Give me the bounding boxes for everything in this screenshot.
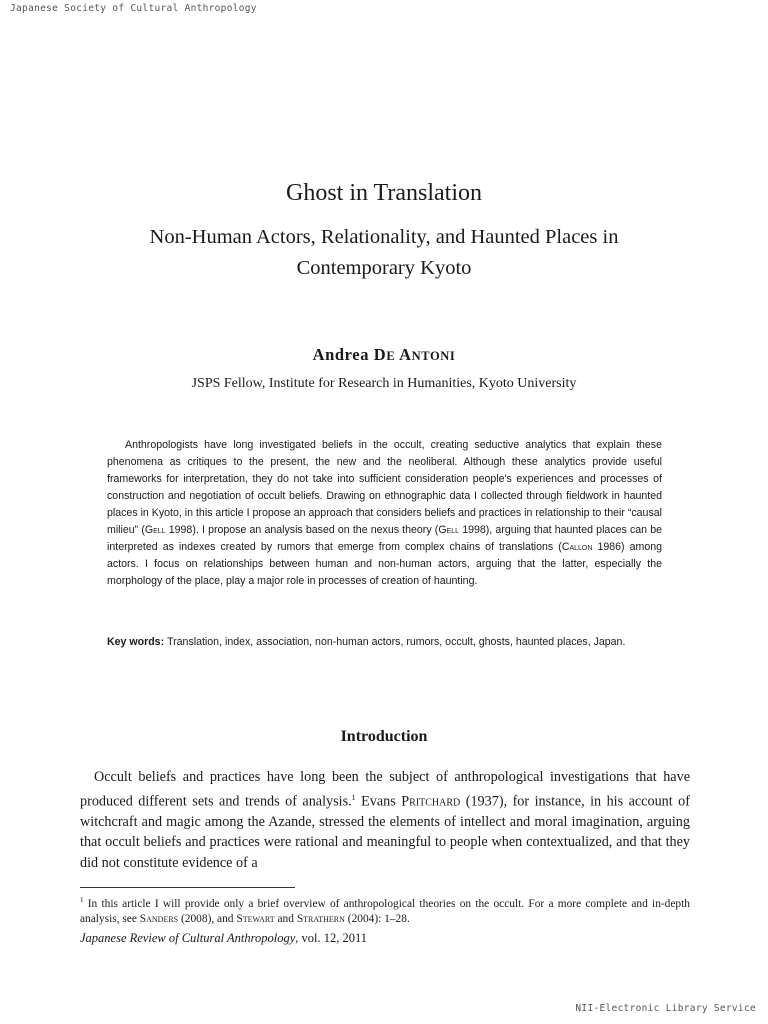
keywords-list: Translation, index, association, non-human actors, rumors, occult, ghosts, haunted places, Japan. xyxy=(167,636,626,648)
author-last-rest-2: NTONI xyxy=(411,349,456,363)
keywords-label: Key words xyxy=(107,636,161,648)
citation-pritchard: Pritchard xyxy=(401,793,461,810)
abstract-text-3: 1998), arguing that haunted places can be interpreted as indexes created by rumors that emerge from complex chains of translations ( xyxy=(107,524,662,553)
citation-callon: Callon xyxy=(561,541,593,553)
introduction-paragraph xyxy=(80,767,690,873)
article-subtitle: Non-Human Actors, Relationality, and Haunted Places in Contemporary Kyoto xyxy=(149,226,619,279)
intro-text-1: Occult beliefs and practices have long been the subject of anthropological investigations that have produced different sets and trends of analysis. xyxy=(80,769,690,810)
abstract-text-2: 1998). I propose an analysis based on the nexus theory ( xyxy=(165,524,439,536)
footnote-divider xyxy=(80,887,295,888)
author-name xyxy=(0,345,768,365)
intro-text-3: (1937), for instance, in his account of witchcraft and magic among the Azande, stressed the elements of intellect and moral imagination, arguing that occult beliefs and practices were rational and meaningful to people when contextualized, and that they did not constitute evidence of a xyxy=(80,793,690,871)
society-header: Japanese Society of Cultural Anthropology xyxy=(10,3,257,14)
footnote-reference[interactable]: 1 xyxy=(351,792,356,802)
footnote-text-1: In this article I will provide only a brief overview of anthropological theories on the occult. For a more complete and in-depth analysis, see xyxy=(80,897,690,925)
author-first-name: Andrea xyxy=(312,345,370,364)
citation-stewart: Stewart xyxy=(236,912,275,925)
footnote xyxy=(80,893,690,927)
citation-sanders: Sanders xyxy=(139,912,179,925)
keywords: Key words: Translation, index, association, non-human actors, rumors, occult, ghosts, haunted places, Japan. xyxy=(107,636,626,648)
abstract xyxy=(107,437,662,590)
journal-citation xyxy=(80,931,367,946)
intro-text-2: Evans xyxy=(355,793,402,810)
journal-name: Japanese Review of Cultural Anthropology xyxy=(80,931,296,945)
author-last-rest-1: E xyxy=(386,349,396,363)
citation-strathern: Strathern xyxy=(296,912,345,925)
journal-issue: , vol. 12, 2011 xyxy=(295,931,368,945)
author-last-initial-1: D xyxy=(373,345,387,364)
author-affiliation: JSPS Fellow, Institute for Research in Humanities, Kyoto University xyxy=(191,376,577,391)
footnote-text-4: (2004): 1–28. xyxy=(344,912,410,925)
section-heading-introduction: Introduction xyxy=(340,728,428,745)
citation-gell-1: Gell xyxy=(144,524,166,536)
footnote-text-3: and xyxy=(274,912,297,925)
footnote-number: 1 xyxy=(80,896,84,904)
library-footer: NII-Electronic Library Service xyxy=(575,1003,756,1014)
author-last-initial-2: A xyxy=(399,345,412,364)
footnote-text-2: (2008), and xyxy=(178,912,237,925)
abstract-text-1: Anthropologists have long investigated beliefs in the occult, creating seductive analytics that explain these phenomena as critiques to the present, the new and the neoliberal. Although these analytics provide useful frameworks for interpretation, they do not take into sufficient consideration people's experiences and processes of construction and negotiation of occult beliefs. Drawing on ethnographic data I collected through fieldwork in haunted places in Kyoto, in this article I propose an approach that considers beliefs and practices in relationship to their “causal milieu” ( xyxy=(107,439,662,536)
citation-gell-2: Gell xyxy=(438,524,460,536)
abstract-text-4: 1986) among actors. I focus on relationships between human and non-human actors, arguing that the latter, especially the morphology of the place, play a major role in processes of creation of haunting. xyxy=(107,541,662,587)
article-title: Ghost in Translation xyxy=(285,180,483,206)
